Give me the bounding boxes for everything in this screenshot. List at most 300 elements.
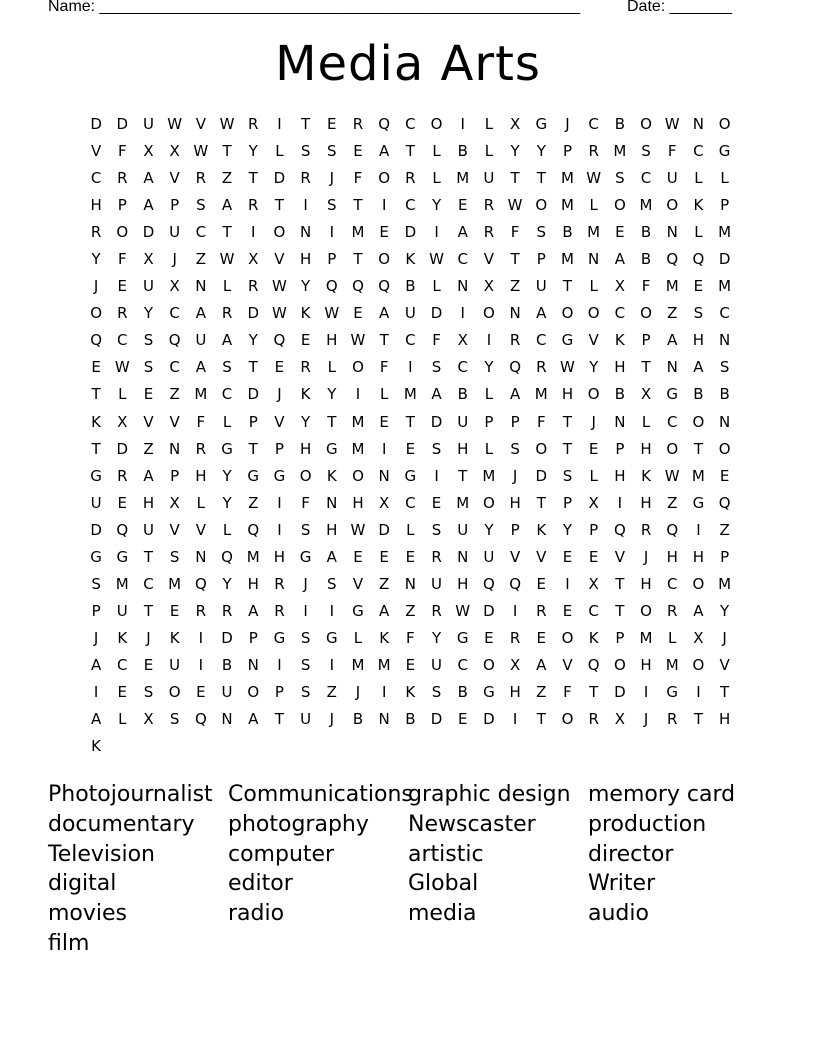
grid-letter: K bbox=[326, 466, 337, 485]
grid-letter: C bbox=[457, 250, 468, 269]
word-list bbox=[48, 780, 778, 959]
grid-letter: C bbox=[693, 142, 704, 161]
grid-letter: S bbox=[327, 142, 337, 161]
grid-letter: R bbox=[248, 196, 259, 215]
grid-letter: O bbox=[666, 196, 679, 215]
grid-letter: Y bbox=[431, 196, 442, 215]
grid-letter: E bbox=[562, 547, 573, 566]
grid-letter: R bbox=[667, 601, 678, 620]
grid-letter: C bbox=[405, 196, 416, 215]
grid-letter: U bbox=[483, 547, 495, 566]
grid-letter: A bbox=[195, 358, 206, 377]
grid-letter: T bbox=[615, 574, 625, 593]
grid-letter: U bbox=[90, 493, 102, 512]
grid-letter: V bbox=[169, 169, 180, 188]
grid-letter: H bbox=[614, 466, 626, 485]
grid-letter: G bbox=[483, 682, 495, 701]
grid-letter: F bbox=[117, 142, 127, 161]
grid-letter: W bbox=[350, 331, 366, 350]
grid-letter: M bbox=[560, 196, 574, 215]
grid-letter: N bbox=[326, 493, 338, 512]
grid-letter: F bbox=[353, 169, 363, 188]
grid-letter: N bbox=[195, 277, 207, 296]
grid-letter: B bbox=[640, 223, 652, 242]
grid-letter: G bbox=[535, 115, 548, 133]
grid-letter: M bbox=[351, 655, 365, 674]
grid-letter: D bbox=[142, 223, 155, 242]
grid-letter: L bbox=[406, 520, 415, 539]
grid-letter: X bbox=[143, 710, 154, 729]
grid-letter: R bbox=[300, 358, 311, 377]
grid-letter: L bbox=[379, 385, 389, 404]
grid-letter: Z bbox=[221, 169, 233, 188]
grid-letter: S bbox=[615, 169, 625, 188]
grid-letter: Y bbox=[327, 385, 337, 404]
grid-letter: P bbox=[170, 466, 180, 485]
grid-letter: H bbox=[640, 439, 652, 458]
grid-letter: T bbox=[353, 196, 363, 215]
grid-letter: S bbox=[431, 520, 442, 539]
grid-letter: R bbox=[221, 601, 233, 620]
grid-letter: R bbox=[248, 115, 259, 133]
grid-letter: L bbox=[694, 223, 703, 242]
grid-letter: E bbox=[693, 277, 704, 296]
grid-letter: I bbox=[696, 682, 701, 701]
grid-letter: Z bbox=[667, 304, 678, 323]
grid-letter: A bbox=[221, 331, 233, 350]
grid-letter: F bbox=[510, 223, 520, 242]
grid-letter: V bbox=[274, 250, 285, 269]
grid-letter: M bbox=[377, 655, 391, 674]
grid-letter: M bbox=[194, 385, 208, 404]
grid-letter: S bbox=[300, 142, 311, 161]
grid-letter: I bbox=[512, 601, 518, 620]
grid-letter: J bbox=[565, 115, 570, 133]
grid-letter: U bbox=[431, 574, 443, 593]
grid-letter: B bbox=[457, 385, 468, 404]
grid-letter: O bbox=[587, 385, 600, 404]
grid-letter: Y bbox=[484, 520, 494, 539]
grid-letter: R bbox=[274, 601, 285, 620]
grid-letter: Q bbox=[168, 331, 181, 350]
grid-letter: X bbox=[509, 655, 521, 674]
grid-letter: I bbox=[434, 466, 439, 485]
grid-letter: I bbox=[460, 304, 465, 323]
grid-letter: I bbox=[303, 196, 308, 215]
grid-letter: Z bbox=[536, 682, 547, 701]
grid-letter: Z bbox=[405, 601, 416, 620]
grid-letter: M bbox=[560, 169, 574, 188]
grid-letter: O bbox=[535, 196, 548, 215]
grid-letter: M bbox=[403, 385, 417, 404]
grid-letter: J bbox=[355, 682, 361, 701]
grid-letter: L bbox=[118, 710, 127, 729]
grid-letter: N bbox=[588, 250, 600, 269]
grid-letter: G bbox=[404, 466, 417, 485]
grid-letter: T bbox=[222, 223, 232, 242]
grid-letter: D bbox=[430, 412, 443, 431]
grid-letter: G bbox=[325, 439, 338, 458]
grid-letter: T bbox=[510, 250, 520, 269]
grid-letter: A bbox=[536, 655, 547, 674]
grid-letter: V bbox=[169, 412, 180, 431]
grid-letter: R bbox=[483, 196, 495, 215]
grid-letter: F bbox=[301, 493, 310, 512]
grid-letter: M bbox=[351, 412, 365, 431]
word-list-item: documentary bbox=[48, 811, 195, 837]
grid-letter: Q bbox=[247, 520, 260, 539]
grid-letter: H bbox=[457, 439, 469, 458]
grid-letter: L bbox=[484, 385, 494, 404]
grid-letter: X bbox=[169, 142, 180, 161]
grid-letter: O bbox=[352, 358, 364, 377]
grid-letter: O bbox=[640, 601, 652, 620]
grid-letter: L bbox=[641, 412, 651, 431]
grid-letter: S bbox=[300, 682, 311, 701]
grid-letter: F bbox=[641, 277, 651, 296]
grid-letter: H bbox=[640, 574, 652, 593]
grid-letter: A bbox=[509, 385, 521, 404]
grid-letter: Q bbox=[692, 250, 705, 269]
grid-letter: A bbox=[614, 250, 625, 269]
grid-letter: N bbox=[404, 574, 416, 593]
grid-letter: O bbox=[666, 439, 679, 458]
grid-letter: Q bbox=[378, 115, 391, 133]
grid-letter: N bbox=[509, 304, 521, 323]
grid-letter: G bbox=[352, 601, 364, 620]
grid-letter: M bbox=[534, 385, 548, 404]
grid-letter: V bbox=[588, 331, 599, 350]
grid-letter: E bbox=[457, 196, 468, 215]
grid-letter: Y bbox=[720, 601, 730, 620]
grid-letter: Z bbox=[143, 439, 154, 458]
grid-letter: Q bbox=[587, 655, 600, 674]
grid-letter: S bbox=[169, 710, 180, 729]
grid-letter: P bbox=[510, 412, 520, 431]
grid-letter: V bbox=[274, 412, 285, 431]
grid-letter: T bbox=[693, 439, 703, 458]
grid-letter: T bbox=[615, 601, 625, 620]
grid-letter: O bbox=[378, 169, 391, 188]
grid-letter: P bbox=[720, 196, 730, 215]
grid-letter: B bbox=[352, 710, 364, 729]
grid-letter: Q bbox=[325, 277, 338, 296]
grid-letter: T bbox=[536, 710, 546, 729]
grid-letter: T bbox=[693, 710, 703, 729]
grid-letter: C bbox=[117, 331, 128, 350]
grid-letter: E bbox=[169, 601, 180, 620]
grid-letter: C bbox=[405, 115, 416, 133]
grid-letter: I bbox=[381, 196, 387, 215]
grid-letter: L bbox=[589, 196, 598, 215]
grid-letter: E bbox=[379, 223, 389, 242]
grid-letter: S bbox=[431, 439, 442, 458]
grid-letter: K bbox=[91, 737, 102, 756]
grid-letter: R bbox=[195, 169, 207, 188]
word-list-item: Global bbox=[408, 871, 479, 897]
grid-letter: N bbox=[457, 547, 469, 566]
grid-letter: I bbox=[329, 601, 334, 620]
grid-letter: O bbox=[273, 223, 286, 242]
grid-letter: K bbox=[300, 304, 311, 323]
grid-letter: A bbox=[431, 385, 442, 404]
grid-letter: R bbox=[117, 466, 128, 485]
grid-letter: R bbox=[640, 520, 652, 539]
grid-letter: L bbox=[589, 277, 598, 296]
grid-letter: M bbox=[246, 547, 260, 566]
name-field-label: Name: ______________________________________________________ bbox=[48, 0, 581, 15]
grid-letter: N bbox=[247, 655, 259, 674]
grid-letter: L bbox=[668, 628, 677, 647]
grid-letter: N bbox=[666, 358, 678, 377]
grid-letter: U bbox=[483, 169, 495, 188]
word-list-item: artistic bbox=[408, 841, 484, 867]
grid-letter: V bbox=[562, 655, 573, 674]
grid-letter: M bbox=[587, 223, 601, 242]
grid-letter: T bbox=[536, 169, 546, 188]
grid-letter: R bbox=[274, 574, 285, 593]
grid-letter: H bbox=[299, 250, 312, 269]
grid-letter: O bbox=[168, 682, 181, 701]
grid-letter: B bbox=[457, 142, 468, 161]
grid-letter: T bbox=[536, 493, 546, 512]
grid-letter: E bbox=[405, 547, 416, 566]
grid-letter: Q bbox=[666, 520, 679, 539]
grid-letter: R bbox=[90, 223, 102, 242]
grid-letter: L bbox=[694, 169, 703, 188]
grid-letter: I bbox=[381, 439, 387, 458]
grid-letter: A bbox=[143, 466, 154, 485]
grid-letter: T bbox=[248, 358, 258, 377]
grid-letter: E bbox=[405, 439, 416, 458]
grid-letter: D bbox=[430, 710, 443, 729]
grid-letter: Z bbox=[667, 493, 678, 512]
grid-letter: H bbox=[692, 547, 705, 566]
grid-letter: R bbox=[509, 628, 521, 647]
grid-letter: H bbox=[666, 547, 678, 566]
grid-letter: D bbox=[273, 169, 286, 188]
grid-letter: O bbox=[640, 115, 652, 133]
grid-letter: H bbox=[352, 493, 364, 512]
grid-letter: P bbox=[248, 628, 258, 647]
grid-letter: E bbox=[117, 493, 128, 512]
grid-letter: U bbox=[195, 331, 207, 350]
grid-letter: Y bbox=[248, 331, 258, 350]
grid-letter: V bbox=[509, 547, 521, 566]
grid-letter: R bbox=[588, 710, 599, 729]
grid-letter: B bbox=[640, 250, 652, 269]
grid-letter: S bbox=[719, 358, 730, 377]
grid-letter: D bbox=[535, 466, 548, 485]
grid-letter: L bbox=[353, 628, 363, 647]
grid-letter: O bbox=[352, 466, 364, 485]
grid-letter: H bbox=[640, 493, 652, 512]
grid-letter: J bbox=[722, 628, 727, 647]
grid-letter: C bbox=[457, 655, 468, 674]
grid-letter: M bbox=[560, 250, 574, 269]
grid-letter: U bbox=[431, 655, 443, 674]
grid-letter: T bbox=[562, 412, 573, 431]
grid-letter: T bbox=[248, 439, 258, 458]
grid-letter: G bbox=[221, 439, 233, 458]
grid-letter: F bbox=[196, 412, 206, 431]
grid-letter: H bbox=[326, 520, 338, 539]
grid-letter: T bbox=[143, 547, 154, 566]
grid-letter: H bbox=[195, 466, 207, 485]
grid-letter: T bbox=[562, 439, 573, 458]
grid-letter: M bbox=[639, 196, 653, 215]
grid-letter: Q bbox=[509, 358, 521, 377]
grid-letter: U bbox=[457, 520, 469, 539]
grid-letter: Y bbox=[248, 142, 258, 161]
grid-letter: T bbox=[91, 385, 101, 404]
word-list-item: movies bbox=[48, 901, 128, 927]
grid-letter: Z bbox=[169, 385, 180, 404]
grid-letter: M bbox=[718, 277, 732, 296]
grid-letter: I bbox=[277, 655, 282, 674]
grid-letter: L bbox=[196, 493, 206, 512]
grid-letter: U bbox=[666, 169, 678, 188]
grid-letter: A bbox=[195, 304, 206, 323]
grid-letter: K bbox=[117, 628, 128, 647]
grid-letter: H bbox=[457, 574, 469, 593]
grid-letter: Y bbox=[143, 304, 154, 323]
grid-letter: R bbox=[195, 439, 207, 458]
grid-letter: K bbox=[693, 196, 704, 215]
grid-letter: A bbox=[379, 142, 390, 161]
grid-letter: F bbox=[563, 682, 572, 701]
grid-letter: B bbox=[719, 385, 730, 404]
grid-letter: Y bbox=[510, 142, 520, 161]
grid-letter: H bbox=[718, 710, 731, 729]
grid-letter: M bbox=[691, 466, 705, 485]
grid-letter: O bbox=[299, 466, 312, 485]
grid-letter: Q bbox=[666, 250, 679, 269]
word-list-item: computer bbox=[228, 841, 335, 867]
grid-letter: G bbox=[90, 466, 102, 485]
grid-letter: D bbox=[404, 223, 417, 242]
grid-letter: T bbox=[353, 250, 363, 269]
word-list-item: Newscaster bbox=[408, 811, 536, 837]
grid-letter: O bbox=[483, 493, 495, 512]
grid-letter: I bbox=[486, 331, 492, 350]
grid-letter: W bbox=[586, 169, 602, 188]
grid-letter: G bbox=[692, 493, 705, 512]
grid-letter: D bbox=[90, 115, 102, 133]
grid-letter: A bbox=[326, 547, 337, 566]
grid-letter: S bbox=[300, 655, 311, 674]
grid-letter: U bbox=[142, 277, 154, 296]
grid-letter: U bbox=[142, 115, 154, 133]
grid-letter: A bbox=[667, 331, 678, 350]
grid-letter: R bbox=[300, 169, 311, 188]
grid-letter: C bbox=[588, 115, 599, 133]
grid-letter: S bbox=[431, 358, 442, 377]
grid-letter: A bbox=[143, 196, 154, 215]
grid-letter: X bbox=[248, 250, 259, 269]
grid-letter: R bbox=[405, 169, 416, 188]
grid-letter: E bbox=[143, 385, 154, 404]
grid-letter: X bbox=[457, 331, 468, 350]
grid-letter: G bbox=[718, 142, 731, 161]
grid-letter: P bbox=[170, 196, 180, 215]
grid-letter: N bbox=[718, 331, 731, 350]
grid-letter: C bbox=[221, 385, 233, 404]
grid-letter: W bbox=[167, 115, 183, 133]
grid-letter: U bbox=[300, 710, 312, 729]
grid-letter: G bbox=[325, 628, 338, 647]
grid-letter: F bbox=[432, 331, 441, 350]
grid-letter: H bbox=[692, 331, 705, 350]
grid-letter: N bbox=[221, 710, 233, 729]
grid-letter: C bbox=[666, 574, 678, 593]
grid-letter: P bbox=[510, 520, 520, 539]
grid-letter: E bbox=[91, 358, 101, 377]
grid-letter: Q bbox=[116, 520, 129, 539]
grid-letter: U bbox=[535, 277, 547, 296]
grid-letter: E bbox=[615, 223, 625, 242]
grid-letter: J bbox=[643, 547, 649, 566]
grid-letter: L bbox=[118, 385, 127, 404]
grid-letter: E bbox=[536, 628, 547, 647]
grid-letter: M bbox=[718, 574, 732, 593]
grid-letter: I bbox=[329, 655, 334, 674]
grid-letter: K bbox=[588, 628, 599, 647]
grid-letter: W bbox=[429, 250, 444, 269]
grid-letter: T bbox=[274, 710, 284, 729]
grid-letter: C bbox=[90, 169, 102, 188]
grid-letter: B bbox=[693, 385, 704, 404]
grid-letter: E bbox=[353, 304, 363, 323]
grid-letter: L bbox=[432, 169, 441, 188]
grid-letter: K bbox=[405, 682, 416, 701]
grid-letter: V bbox=[195, 115, 206, 133]
grid-letter: P bbox=[641, 331, 651, 350]
grid-letter: R bbox=[195, 601, 207, 620]
grid-letter: J bbox=[329, 710, 334, 729]
grid-letter: T bbox=[458, 466, 468, 485]
grid-letter: Q bbox=[613, 520, 626, 539]
grid-letter: X bbox=[483, 277, 495, 296]
grid-letter: F bbox=[379, 358, 389, 377]
grid-letter: P bbox=[248, 412, 258, 431]
word-list-item: film bbox=[48, 930, 90, 956]
grid-letter: Y bbox=[301, 277, 311, 296]
grid-letter: T bbox=[327, 412, 337, 431]
grid-letter: P bbox=[589, 520, 599, 539]
grid-letter: R bbox=[221, 304, 233, 323]
grid-letter: X bbox=[614, 277, 625, 296]
grid-letter: V bbox=[483, 250, 495, 269]
grid-letter: K bbox=[614, 331, 625, 350]
word-list-item: memory card bbox=[588, 782, 736, 807]
grid-letter: D bbox=[90, 520, 102, 539]
grid-letter: M bbox=[351, 223, 365, 242]
grid-letter: X bbox=[379, 493, 390, 512]
grid-letter: J bbox=[277, 385, 282, 404]
grid-letter: R bbox=[352, 115, 364, 133]
grid-letter: E bbox=[353, 547, 363, 566]
grid-letter: P bbox=[562, 142, 572, 161]
grid-letter: S bbox=[693, 304, 704, 323]
grid-letter: T bbox=[510, 169, 520, 188]
grid-letter: J bbox=[93, 628, 99, 647]
grid-letter: I bbox=[512, 710, 518, 729]
grid-letter: A bbox=[248, 601, 259, 620]
grid-letter: C bbox=[640, 169, 652, 188]
grid-letter: V bbox=[195, 520, 206, 539]
grid-letter: D bbox=[483, 710, 495, 729]
